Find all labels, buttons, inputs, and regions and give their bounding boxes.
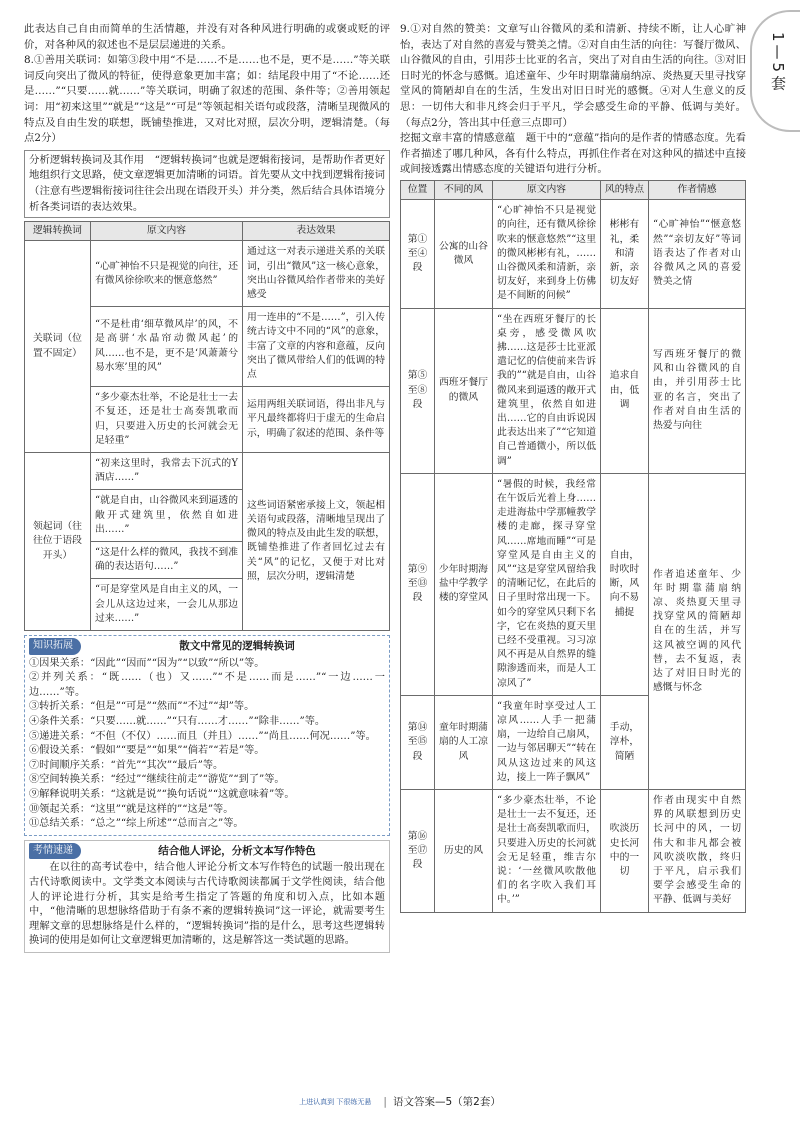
table-header: 作者情感 bbox=[649, 180, 746, 199]
answer-7-continued: 此表达自己自由而简单的生活情趣，并没有对各种风进行明确的或褒或贬的评价，对各种风的叙述也不是层层递进的关系。 bbox=[24, 23, 390, 51]
exam-text: 在以往的高考试卷中，结合他人评论分析文本写作特色的试题一般出现在古代诗歌阅读中。文学类文本阅读与古代诗歌阅读都属于文学性阅读，结合他人的评论进行分析，其实是给考生指定了答题的角度和切入点，比如本题中，“他清晰的思想脉络借助于有条不紊的逻辑转换词”这一评论，就需要考生理解文章的思想脉络是什么样的，“逻辑转换词”指的是什么，思考这些逻辑转换词的使用是如何让文章逻辑更加清晰的，这是解答这一类试题的思路。 bbox=[29, 862, 385, 947]
table-row bbox=[25, 452, 390, 489]
table-header: 原文内容 bbox=[91, 222, 243, 241]
left-column bbox=[24, 22, 390, 953]
table-cell-effect: 这些词语紧密承接上文，领起相关语句或段落，清晰地呈现出了微风的特点及由此生发的联想，既铺垫推进了作者回忆过去有关“风”的记忆，又便于对比对照，层次分明，逻辑清楚 bbox=[243, 452, 390, 630]
table-cell-position: 第⑨至⑬段 bbox=[401, 473, 435, 695]
table-cell-emotion: “心旷神怡”“惬意悠然”“亲切友好”等词语表达了作者对山谷微风之风的喜爱赞美之情 bbox=[649, 200, 746, 308]
exam-box bbox=[24, 840, 390, 953]
table-cell-content: “初来这里时，我常去下沉式的Y酒店……” bbox=[91, 452, 243, 489]
table-header: 位置 bbox=[401, 180, 435, 199]
table-row bbox=[25, 241, 390, 307]
page-number: 语文答案—5（第2套） bbox=[392, 1096, 501, 1108]
answer-9: 9.①对自然的赞美：文章写山谷微风的柔和清新、持续不断，让人心旷神怡，表达了对自然的喜爱与赞美之情。②对自由生活的向往：写餐厅微风、山谷微风的自由，引用莎士比亚的名言，突出了对自由生活的向往。③对旧日时光的怀念与感慨。追述童年、少年时期靠蒲扇纳凉、炎热夏天里寻找穿堂风的简陋却自在的生活，生发出对旧日时光的感慨。④对人生意义的反思：一切伟大和非凡终会归于平凡，学会感受生命的平静、低调与美好。（每点2分，答出其中任意三点即可） bbox=[400, 23, 746, 129]
table-cell-feature: 追求自由，低调 bbox=[601, 308, 649, 473]
list-item: ⑥假设关系：“假如”“要是”“如果”“倘若”“若是”等。 bbox=[29, 745, 265, 757]
table-row bbox=[401, 200, 746, 308]
table-cell-content: “多少豪杰壮举，不论是壮士一去不复还，还是壮士高奏凯歌而归，只要进入历史的长河就会无足轻重，维吉尔说：‘一丝微风吹散他们的名字吹入我们耳中。’” bbox=[493, 790, 601, 913]
table-cell-feature: 自由，时吹时断，风向不易捕捉 bbox=[601, 473, 649, 695]
table-cell-content: “心旷神怡不只是视觉的向往，还有微风徐徐吹来的惬意悠然” bbox=[91, 241, 243, 307]
table-cell-effect: 通过这一对表示递进关系的关联词，引出“微风”这一核心意象，突出山谷微风给作者带来的美好感受 bbox=[243, 241, 390, 307]
exam-title: 结合他人评论，分析文本写作特色 bbox=[158, 844, 316, 857]
analysis-text-9: 挖掘文章丰富的情感意蕴 题干中的“意蕴”指向的是作者的情感态度。先看作者描述了哪几种风，各有什么特点，再抓住作者在对这种风的描述中直接或间接透露出情感态度的关键语句进行分析。 bbox=[400, 132, 746, 176]
table-cell-content: “坐在西班牙餐厅的长桌旁，感受微风吹拂……这是莎士比亚派遣记忆的信使前来告诉我的”“就是自由，山谷微风来到逼透的敞开式建筑里，依然自如进出……它的自由诉说因此表达出来了”“它知道自己普通微小，所以低调” bbox=[493, 308, 601, 473]
list-item: ⑨解释说明关系：“这就是说”“换句话说”“这就意味着”等。 bbox=[29, 788, 295, 800]
table-cell-content: “心旷神怡不只是视觉的向往，还有微风徐徐吹来的惬意悠然”“这里的微风彬彬有礼，……山谷微风柔和清新，亲切友好，来到身上仿佛是不间断的问候” bbox=[493, 200, 601, 308]
table-cell-wind: 西班牙餐厅的微风 bbox=[435, 308, 493, 473]
table-cell-feature: 吹淡历史长河中的一切 bbox=[601, 790, 649, 913]
set-range-tab bbox=[750, 10, 800, 132]
table-cell-effect: 用一连串的“不是……”，引入传统古诗文中不同的“风”的意象，丰富了文章的内容和意蕴，反向突出了微风带给人们的低调的特点 bbox=[243, 307, 390, 387]
table-cell-emotion: 作者由现实中自然界的风联想到历史长河中的风，一切伟大和非凡都会被风吹淡吹散，终归于平凡，启示我们要学会感受生命的平静、低调与美好 bbox=[649, 790, 746, 913]
set-range-label: 1—5套 bbox=[769, 32, 787, 94]
list-item: ④条件关系：“只要……就……”“只有……才……”“除非……”等。 bbox=[29, 715, 326, 727]
table-header: 原文内容 bbox=[493, 180, 601, 199]
knowledge-tag: 知识拓展 bbox=[29, 638, 81, 655]
table-cell-position: 第⑯至⑰段 bbox=[401, 790, 435, 913]
table-cell-feature: 彬彬有礼，柔和清新，亲切友好 bbox=[601, 200, 649, 308]
list-item: ⑪总结关系：“总之”“综上所述”“总而言之”等。 bbox=[29, 818, 244, 830]
table-cell-feature: 手动，淳朴，简陋 bbox=[601, 695, 649, 789]
table-cell-wind: 历史的风 bbox=[435, 790, 493, 913]
logic-words-table bbox=[24, 221, 390, 631]
table-cell-wind: 少年时期海盐中学教学楼的穿堂风 bbox=[435, 473, 493, 695]
table-cell-wind: 公寓的山谷微风 bbox=[435, 200, 493, 308]
table-row bbox=[401, 473, 746, 695]
exam-tag: 考情速递 bbox=[29, 843, 81, 860]
table-cell-content: “这是什么样的微风，我找不到准确的表达语句……” bbox=[91, 541, 243, 578]
list-item: ⑧空间转换关系：“经过”“继续往前走”“游览”“到了”等。 bbox=[29, 774, 285, 786]
table-cell-position: 第⑭至⑮段 bbox=[401, 695, 435, 789]
table-row bbox=[401, 790, 746, 913]
table-cell-position: 第⑤至⑧段 bbox=[401, 308, 435, 473]
list-item: ⑩领起关系：“这里”“就是这样的”“这是”等。 bbox=[29, 803, 234, 815]
table-header: 逻辑转换词 bbox=[25, 222, 91, 241]
table-cell-emotion: 写西班牙餐厅的微风和山谷微风的自由，并引用莎士比亚的名言，突出了作者对自由生活的热爱与向往 bbox=[649, 308, 746, 473]
table-header-row bbox=[25, 222, 390, 241]
answer-8: 8.①善用关联词：如第③段中用“不是……不是……也不是，更不是……”等关联词反向突出了微风的特征，使得意象更加丰富；如：结尾段中用了“不论……还是……”“只要……就……”等关联词，明确了叙述的范围、条件等；②善用领起词：用“初来这里”“就是”“这是”“可是”等领起相关语句或段落，清晰呈现微风的特点及自由生发的联想，既铺垫推进，又对比对照，层次分明，逻辑清楚。（每点2分） bbox=[24, 54, 390, 145]
page-footer: 上进认真到 下很练无悬 | 语文答案—5（第2套） bbox=[299, 1096, 501, 1108]
table-header: 表达效果 bbox=[243, 222, 390, 241]
table-row bbox=[401, 308, 746, 473]
table-cell-effect: 运用两组关联词语，得出非凡与平凡最终都将归于虚无的生命启示，明确了叙述的范围、条件等 bbox=[243, 387, 390, 453]
right-column bbox=[400, 22, 746, 913]
wind-table bbox=[400, 180, 746, 913]
list-item: ①因果关系：“因此”“因而”“因为”“以致”“所以”等。 bbox=[29, 657, 265, 669]
table-header: 不同的风 bbox=[435, 180, 493, 199]
list-item: ②并列关系：“既……（也）又……”“不是……而是……”“一边……一边……”等。 bbox=[29, 672, 385, 698]
table-cell-category: 关联词（位置不固定） bbox=[25, 241, 91, 453]
table-cell-content: “不是杜甫‘细草微风岸’的风，不是高骈‘水晶帘动微风起’的风……也不是，更不是‘风萧萧兮易水寒’里的风” bbox=[91, 307, 243, 387]
table-cell-content: “我童年时享受过人工凉风……人手一把蒲扇，一边给自己扇风，一边与邻居聊天”“转在风从这边过来的风这边，接上一阵子飘风” bbox=[493, 695, 601, 789]
table-cell-emotion: 作者追述童年、少年时期靠蒲扇纳凉、炎热夏天里寻找穿堂风的简陋却自在的生活，并写这风被空调的风代替，去不复返，表达了对旧日时光的感慨与怀念 bbox=[649, 473, 746, 789]
knowledge-title: 散文中常见的逻辑转换词 bbox=[179, 640, 295, 652]
table-header-row bbox=[401, 180, 746, 199]
list-item: ③转折关系：“但是”“可是”“然而”“不过”“却”等。 bbox=[29, 701, 255, 713]
analysis-text-8: 分析逻辑转换词及其作用 “逻辑转换词”也就是逻辑衔接词，是帮助作者更好地组织行文思路，使文章逻辑更加清晰的词语。首先要从文中找到逻辑衔接词（注意有些逻辑衔接词往往会出现在语段开头）并分类，然后结合具体语境分析各类词语的表达效果。 bbox=[29, 153, 385, 213]
list-item: ⑦时间顺序关系：“首先”“其次”“最后”等。 bbox=[29, 759, 224, 771]
table-cell-content: “可是穿堂风是自由主义的风，一会儿从这边过来，一会儿从那边过来……” bbox=[91, 579, 243, 631]
knowledge-box bbox=[24, 635, 390, 836]
table-cell-content: “多少豪杰壮举，不论是壮士一去不复还，还是壮士高奏凯歌而归，只要进入历史的长河就会无足轻重” bbox=[91, 387, 243, 453]
table-cell-content: “就是自由，山谷微风来到逼透的敞开式建筑里，依然自如进出……” bbox=[91, 490, 243, 542]
publisher-logo: 上进认真到 下很练无悬 bbox=[299, 1098, 372, 1106]
table-cell-category: 领起词（往往位于语段开头） bbox=[25, 452, 91, 630]
list-item: ⑤递进关系：“不但（不仅）……而且（并且）……”“尚且……何况……”等。 bbox=[29, 730, 376, 742]
analysis-box-8 bbox=[24, 150, 390, 218]
table-cell-content: “暑假的时候，我经常在午饭后光着上身……走进海盐中学那幢教学楼的走廊，探寻穿堂风……席地而睡”“可是穿堂风是自由主义的风”“这是穿堂风留给我的清晰记忆，在此后的日子里时常出现一下。如今的穿堂风只剩下名字，它在炎热的夏天里已经不受重视。习习凉风不再是从自然界的缝隙渗透而来，而是人工凉风了” bbox=[493, 473, 601, 695]
table-header: 风的特点 bbox=[601, 180, 649, 199]
table-cell-position: 第①至④段 bbox=[401, 200, 435, 308]
table-cell-wind: 童年时期蒲扇的人工凉风 bbox=[435, 695, 493, 789]
